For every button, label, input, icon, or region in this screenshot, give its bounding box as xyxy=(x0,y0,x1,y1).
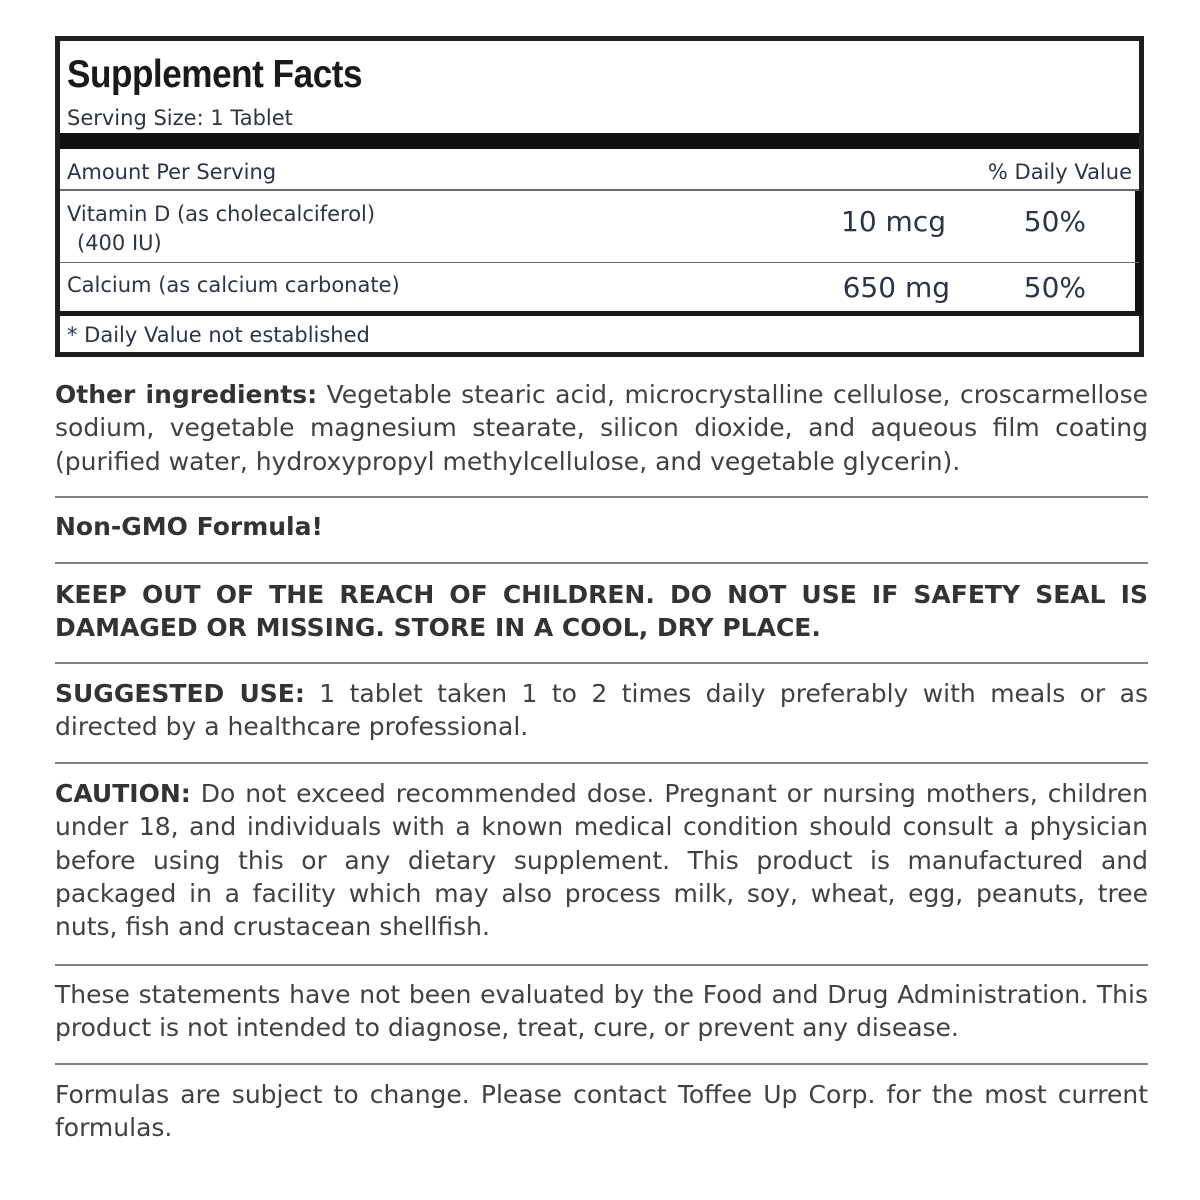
thick-divider xyxy=(60,133,1139,149)
non-gmo-text: Non-GMO Formula! xyxy=(55,512,323,541)
other-ingredients-text: Vegetable stearic acid, microcrystalline cellulose, croscarmellose sodium, vegetable magnesium stearate, silicon dioxide, and aqueous film coating (purified water, hydroxypropyl methylcellulose, and vegetable glycerin). xyxy=(55,380,1148,476)
serving-size: Serving Size: 1 Tablet xyxy=(67,106,293,130)
other-ingredients xyxy=(55,378,1148,478)
other-ingredients-label: Other ingredients: xyxy=(55,380,318,409)
ingredient-name-vitamin-d xyxy=(67,200,375,258)
ingredient-name-calcium xyxy=(67,271,400,300)
fda-statement: These statements have not been evaluated by the Food and Drug Administration. This product is not intended to diagnose, treat, cure, or prevent any disease. xyxy=(55,980,1148,1043)
ingredient-dv-calcium: 50% xyxy=(1023,271,1086,304)
suggested-use-label: SUGGESTED USE: xyxy=(55,679,305,708)
ingredient-amount-vitamin-d: 10 mcg xyxy=(841,205,946,238)
section-divider xyxy=(55,964,1148,966)
row-divider xyxy=(60,262,1139,263)
section-divider xyxy=(55,496,1148,498)
caution-label: CAUTION: xyxy=(55,779,191,808)
caution xyxy=(55,777,1148,943)
footnote: * Daily Value not established xyxy=(67,323,370,347)
formula-notice: Formulas are subject to change. Please contact Toffee Up Corp. for the most current formulas. xyxy=(55,1080,1148,1143)
ingredient-dv-vitamin-d: 50% xyxy=(1023,205,1086,238)
caution-text: Do not exceed recommended dose. Pregnant or nursing mothers, children under 18, and individuals with a known medical condition should consult a physician before using this or any dietary supplement. This product is manufactured and packaged in a facility which may also process milk, soy, wheat, egg, peanuts, tree nuts, fish and crustacean shellfish. xyxy=(55,779,1148,942)
row-divider xyxy=(60,311,1139,316)
side-divider xyxy=(1135,191,1142,316)
ingredient-name: Calcium (as calcium carbonate) xyxy=(67,273,400,297)
section-divider xyxy=(55,562,1148,564)
warning-text: KEEP OUT OF THE REACH OF CHILDREN. DO NOT USE IF SAFETY SEAL IS DAMAGED OR MISSING. STORE IN A COOL, DRY PLACE. xyxy=(55,580,1148,643)
suggested-use-text: 1 tablet taken 1 to 2 times daily preferably with meals or as directed by a healthcare professional. xyxy=(55,679,1148,742)
ingredient-subname: (400 IU) xyxy=(77,231,162,255)
section-divider xyxy=(55,762,1148,764)
daily-value-header: % Daily Value xyxy=(987,160,1132,184)
supplement-facts-title: Supplement Facts xyxy=(67,53,363,96)
amount-per-serving-header: Amount Per Serving xyxy=(67,160,277,184)
supplement-facts-panel xyxy=(55,36,1144,357)
warning xyxy=(55,578,1148,645)
section-divider xyxy=(55,1063,1148,1065)
ingredient-name: Vitamin D (as cholecalciferol) xyxy=(67,202,376,226)
ingredient-amount-calcium: 650 mg xyxy=(842,271,950,304)
non-gmo xyxy=(55,510,1148,543)
suggested-use xyxy=(55,677,1148,744)
section-divider xyxy=(55,662,1148,664)
row-divider xyxy=(60,189,1139,191)
